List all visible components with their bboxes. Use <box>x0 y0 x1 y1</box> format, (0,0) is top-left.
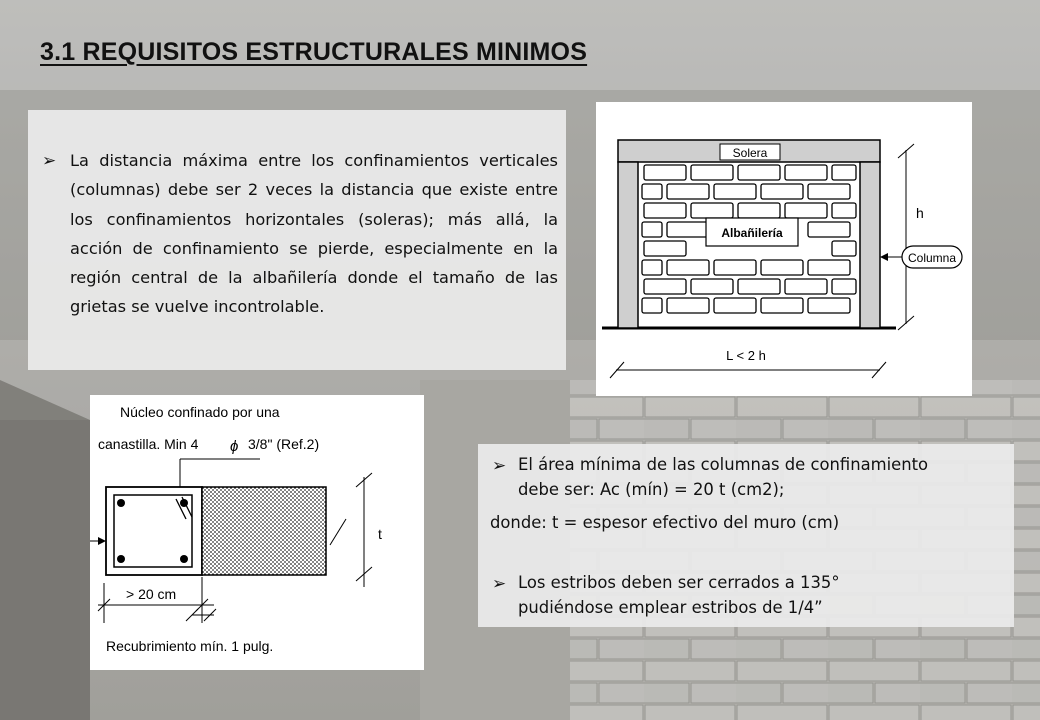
albanileria-label: Albañilería <box>721 226 783 240</box>
confined-wall-diagram <box>596 102 972 396</box>
solera-label: Solera <box>732 146 768 160</box>
wall-diagram-svg <box>596 102 972 396</box>
stirrup-line2: pudiéndose emplear estribos de 1/4” <box>518 598 823 617</box>
phi-symbol: ϕ <box>230 438 239 455</box>
arrow-bullet-icon: ➢ <box>42 151 57 170</box>
core-diagram-svg <box>90 395 424 670</box>
core-caption-line2: canastilla. Min 4 <box>98 436 199 452</box>
core-caption-line2b: 3/8" (Ref.2) <box>248 436 320 452</box>
confined-core-diagram <box>90 395 424 670</box>
length-label: L < 2 h <box>726 348 766 363</box>
cover-label: Recubrimiento mín. 1 pulg. <box>106 638 274 654</box>
stirrup-line1: Los estribos deben ser cerrados a 135° <box>518 573 840 592</box>
column-area-line2: debe ser: Ac (mín) = 20 t (cm2); <box>518 480 785 499</box>
arrow-bullet-icon: ➢ <box>492 574 507 593</box>
thickness-note: donde: t = espesor efectivo del muro (cm) <box>490 513 840 532</box>
masonry-spacing-panel <box>28 110 566 370</box>
column-area-panel <box>478 444 1014 627</box>
core-caption-line1: Núcleo confinado por una <box>120 404 280 420</box>
page-title: 3.1 REQUISITOS ESTRUCTURALES MINIMOS <box>40 38 588 66</box>
arrow-bullet-icon: ➢ <box>492 456 507 475</box>
confinement-spacing-paragraph: La distancia máxima entre los confinamientos verticales (columnas) debe ser 2 veces la distancia que existe entre los confinamientos horizontales (soleras); más allá, la acción de confinamiento se pierde, especialmente en la región central de la albañilería donde el tamaño de las grietas se vuelve incontrolable. <box>70 151 558 317</box>
column-area-line1: El área mínima de las columnas de confinamiento <box>518 455 929 474</box>
t-label: t <box>378 526 382 542</box>
columna-label: Columna <box>907 251 957 265</box>
width-dimension-label: > 20 cm <box>126 586 177 602</box>
h-label: h <box>916 205 924 221</box>
